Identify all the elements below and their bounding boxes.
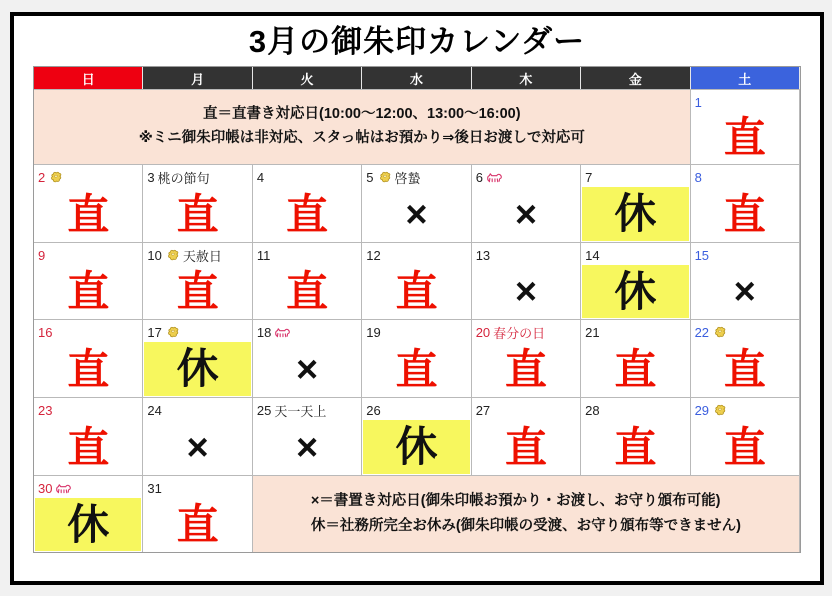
day-header — [143, 320, 251, 342]
day-number: 20 — [475, 324, 491, 340]
day-header — [34, 320, 142, 342]
day-cell-5 — [362, 164, 471, 242]
day-status: × — [514, 271, 538, 313]
day-cell-29 — [691, 397, 800, 475]
dog-day-icon — [274, 326, 291, 339]
day-header — [253, 398, 361, 420]
weekday-header-thursday: 木 — [472, 67, 581, 89]
day-cell-12 — [362, 242, 471, 319]
day-cell-19 — [362, 319, 471, 397]
day-status: 直 — [723, 190, 766, 238]
day-status: 直 — [67, 423, 110, 471]
closed-day-highlight — [363, 420, 469, 474]
day-number: 13 — [475, 247, 491, 263]
top-note — [34, 89, 691, 164]
lucky-day-icon — [712, 403, 727, 418]
day-status-area — [143, 265, 251, 319]
day-number: 18 — [256, 324, 272, 340]
day-header — [143, 243, 251, 265]
legend-line1: ×＝書置き対応日(御朱印帳お預かり・お渡し、お守り頒布可能) — [310, 493, 721, 510]
legend — [311, 489, 741, 538]
day-status: 直 — [286, 268, 329, 315]
day-status-area — [143, 420, 251, 475]
day-header — [472, 398, 580, 420]
day-status-area — [34, 420, 142, 475]
day-number: 17 — [147, 324, 162, 340]
day-header — [472, 165, 580, 187]
day-status: 直 — [176, 190, 219, 238]
day-cell-4 — [253, 164, 362, 242]
weekday-header-tuesday: 火 — [253, 67, 362, 89]
day-number: 28 — [585, 402, 600, 418]
day-status-area — [253, 420, 361, 475]
day-label: 天赦日 — [182, 248, 222, 264]
day-status: 休 — [614, 267, 657, 315]
day-status-area — [143, 498, 251, 552]
day-cell-10 — [143, 242, 252, 319]
weekday-header-saturday: 土 — [691, 67, 800, 89]
day-cell-25 — [253, 397, 362, 475]
day-status-area — [34, 342, 142, 397]
day-status-area — [472, 187, 580, 242]
day-status: 直 — [723, 114, 766, 161]
day-number: 6 — [475, 169, 483, 185]
day-status: × — [186, 426, 209, 469]
day-header — [34, 165, 142, 187]
day-number: 24 — [147, 402, 162, 418]
day-cell-1 — [691, 89, 800, 164]
day-status: × — [514, 193, 538, 236]
day-status-area — [362, 187, 470, 242]
day-cell-17 — [143, 319, 252, 397]
day-header — [143, 398, 251, 420]
day-cell-26 — [362, 397, 471, 475]
day-cell-8 — [691, 164, 800, 242]
day-number: 30 — [38, 480, 53, 496]
day-status: 休 — [395, 423, 438, 470]
top-note-line1: 直＝直書き対応日(10:00～12:00、13:00～16:00) — [203, 106, 521, 123]
day-status-area — [253, 342, 361, 397]
weekday-header-monday: 月 — [143, 67, 252, 89]
day-header — [691, 320, 799, 342]
day-cell-30 — [34, 475, 143, 552]
day-header — [253, 165, 361, 187]
day-status-area — [691, 265, 799, 319]
day-header — [253, 320, 361, 342]
day-number: 3 — [147, 169, 155, 185]
day-number: 5 — [366, 169, 374, 185]
day-cell-9 — [34, 242, 143, 319]
day-status: × — [295, 348, 319, 391]
day-number: 1 — [694, 94, 702, 110]
day-header — [581, 243, 689, 265]
day-status-area — [34, 265, 142, 319]
day-number: 29 — [694, 402, 710, 418]
day-number: 27 — [475, 402, 491, 418]
day-header — [691, 165, 799, 187]
day-header — [34, 398, 142, 420]
day-header — [253, 243, 361, 265]
day-header — [691, 90, 799, 112]
day-number: 2 — [38, 169, 46, 185]
day-number: 31 — [147, 480, 162, 496]
day-number: 4 — [256, 169, 265, 185]
day-header — [472, 243, 580, 265]
day-status-area — [362, 342, 470, 397]
day-header — [34, 243, 142, 265]
day-header — [143, 165, 251, 187]
day-status: 休 — [176, 345, 219, 392]
day-status: 休 — [67, 500, 110, 548]
dog-day-icon — [55, 482, 72, 495]
day-header — [581, 398, 689, 420]
day-cell-27 — [472, 397, 581, 475]
day-number: 10 — [147, 247, 162, 263]
day-cell-23 — [34, 397, 143, 475]
day-status-area — [472, 420, 580, 475]
day-status-area — [691, 112, 799, 164]
day-header — [143, 476, 251, 498]
day-status: 直 — [176, 501, 219, 548]
day-status: 直 — [614, 423, 657, 471]
day-number: 26 — [366, 402, 381, 418]
day-header — [472, 320, 580, 342]
top-note-line2: ※ミニ御朱印帳は非対応、スタっ帖はお預かり⇒後日お渡しで対応可 — [138, 130, 585, 146]
day-number: 15 — [694, 247, 710, 263]
day-number: 19 — [366, 324, 381, 340]
day-status-area — [253, 265, 361, 319]
day-status: 直 — [286, 190, 329, 238]
closed-day-highlight — [35, 498, 141, 551]
day-cell-13 — [472, 242, 581, 319]
day-status: 直 — [504, 423, 547, 471]
day-header — [362, 243, 470, 265]
closed-day-highlight — [144, 342, 250, 396]
page-title: 3月の御朱印カレンダー — [248, 24, 586, 59]
weekday-header-sunday: 日 — [34, 67, 143, 89]
day-status: 直 — [614, 345, 657, 393]
day-status: 直 — [67, 190, 110, 238]
day-number: 8 — [694, 169, 702, 185]
day-number: 7 — [585, 169, 593, 185]
day-status-area — [362, 265, 470, 319]
day-status-area — [581, 420, 689, 475]
calendar-grid — [33, 66, 801, 553]
day-status: 直 — [395, 268, 438, 315]
day-status: × — [405, 193, 428, 236]
day-label: 天一天上 — [274, 403, 327, 419]
day-status-area — [691, 342, 799, 397]
day-number: 23 — [38, 402, 53, 418]
day-status: 直 — [723, 423, 766, 471]
lucky-day-icon — [377, 170, 392, 185]
day-header — [691, 398, 799, 420]
day-status: 直 — [67, 345, 110, 393]
day-status-area — [691, 187, 799, 242]
day-number: 12 — [366, 247, 381, 263]
day-status-area — [472, 342, 580, 397]
day-cell-24 — [143, 397, 252, 475]
day-number: 25 — [256, 402, 272, 418]
day-number: 22 — [694, 324, 710, 340]
day-header — [581, 320, 689, 342]
day-header — [362, 398, 470, 420]
day-cell-22 — [691, 319, 800, 397]
day-status-area — [253, 187, 361, 242]
day-cell-21 — [581, 319, 690, 397]
day-cell-15 — [691, 242, 800, 319]
calendar-page — [10, 12, 824, 585]
closed-day-highlight — [582, 187, 688, 241]
day-cell-7 — [581, 164, 690, 242]
day-cell-14 — [581, 242, 690, 319]
closed-day-highlight — [582, 265, 688, 318]
day-header — [362, 320, 470, 342]
weekday-header-wednesday: 水 — [362, 67, 471, 89]
day-status-area — [143, 187, 251, 242]
day-cell-3 — [143, 164, 252, 242]
dog-day-icon — [486, 171, 503, 184]
lucky-day-icon — [712, 325, 727, 340]
day-cell-28 — [581, 397, 690, 475]
day-status: 休 — [614, 190, 657, 237]
day-status-area — [691, 420, 799, 475]
day-number: 14 — [585, 247, 600, 263]
day-header — [581, 165, 689, 187]
lucky-day-icon — [165, 325, 180, 340]
bottom-note-cell — [253, 475, 800, 552]
day-cell-6 — [472, 164, 581, 242]
day-header — [362, 165, 470, 187]
day-cell-16 — [34, 319, 143, 397]
day-label: 春分の日 — [493, 325, 546, 341]
day-number: 21 — [585, 324, 600, 340]
day-status: 直 — [723, 345, 766, 393]
day-status-area — [581, 342, 689, 397]
legend-line2: 休＝社務所完全お休み(御朱印帳の受渡、お守り頒布等できません) — [310, 518, 741, 534]
day-header — [34, 476, 142, 498]
day-status: 直 — [67, 268, 110, 315]
day-cell-11 — [253, 242, 362, 319]
day-status: 直 — [395, 345, 438, 393]
day-label: 桃の節句 — [157, 170, 210, 186]
day-cell-2 — [34, 164, 143, 242]
lucky-day-icon — [165, 248, 180, 263]
day-cell-18 — [253, 319, 362, 397]
day-status: 直 — [504, 345, 547, 393]
day-status: × — [295, 426, 319, 469]
day-label: 啓蟄 — [394, 170, 421, 186]
weekday-header-friday: 金 — [581, 67, 690, 89]
day-status-area — [472, 265, 580, 319]
day-number: 9 — [38, 247, 46, 263]
day-status: × — [733, 271, 756, 313]
day-number: 11 — [256, 247, 271, 263]
day-status-area — [34, 187, 142, 242]
lucky-day-icon — [48, 170, 63, 185]
day-status: 直 — [176, 268, 219, 315]
day-number: 16 — [38, 324, 53, 340]
day-header — [691, 243, 799, 265]
day-cell-31 — [143, 475, 252, 552]
day-cell-20 — [472, 319, 581, 397]
